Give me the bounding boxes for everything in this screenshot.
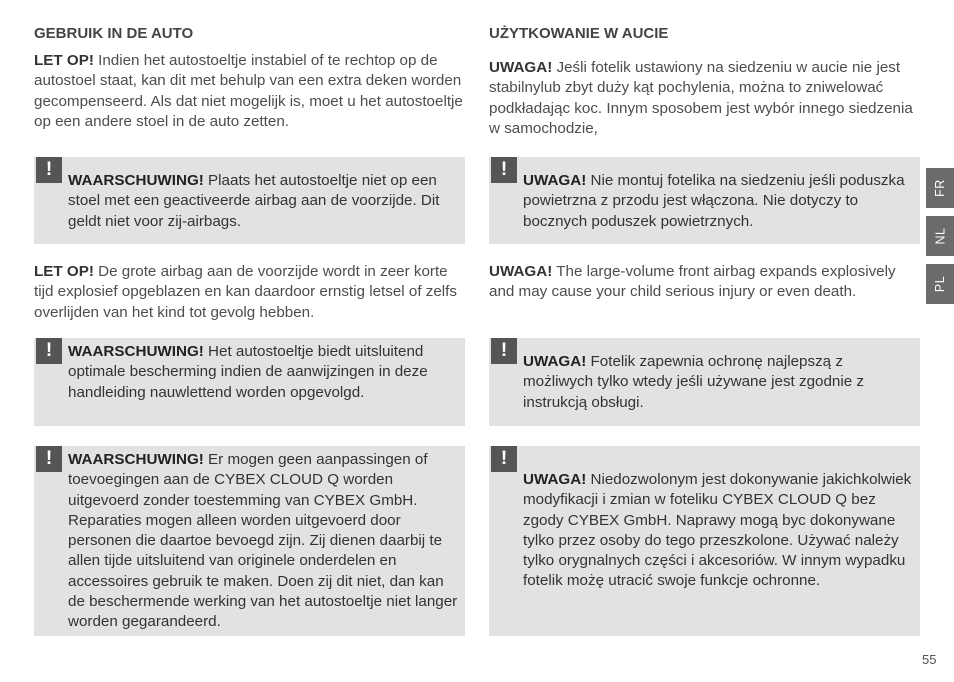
right-note (489, 262, 909, 303)
warning-icon: ! (36, 157, 62, 183)
right-warning-box-3 (489, 446, 920, 636)
left-note-label: LET OP! (34, 263, 94, 280)
language-tab-label: FR (932, 179, 947, 197)
language-tab-pl[interactable] (926, 264, 954, 304)
right-warning-1-label: UWAGA! (523, 172, 587, 189)
right-warning-1-text-block (523, 171, 914, 232)
left-warning-3-text-block (68, 450, 459, 633)
left-warning-box-1 (34, 157, 465, 244)
right-warning-1-text: Nie montuj fotelika na siedzeniu jeśli poduszka powietrzna z przodu jest włączona. Nie dotyczy to bocznych poduszek powietrznych. (523, 172, 905, 230)
right-warning-box-2 (489, 338, 920, 426)
left-intro-text: Indien het autostoeltje instabiel of te rechtop op de autostoel staat, kan dit met behulp van een extra deken worden gecompenseerd. Als dat niet mogelijk is, moet u het autostoeltje op een andere stoel in de auto zetten. (34, 52, 463, 130)
right-warning-3-label: UWAGA! (523, 471, 587, 488)
language-tab-label: PL (932, 275, 947, 293)
right-intro (489, 24, 921, 139)
left-warning-3-text: Er mogen geen aanpassingen of toevoegingen aan de CYBEX CLOUD Q worden uitgevoerd zonder toestemming van CYBEX GmbH. Reparaties mogen alleen worden uitgevoerd door personen die daartoe bevoegd zijn. Zij dienen daarbij te allen tijde uitsluitend van originele onderdelen en accessoires gebruik te maken. Doen zij dit niet, dan kan de beschermende werking van het autostoeltje niet langer worden gegarandeerd. (68, 451, 458, 631)
language-tab-label: NL (932, 227, 947, 245)
left-heading: GEBRUIK IN DE AUTO (34, 25, 194, 42)
left-note (34, 262, 466, 323)
left-warning-1-label: WAARSCHUWING! (68, 172, 204, 189)
left-warning-2-text: Het autostoeltje biedt uitsluitend optimale bescherming indien de aanwijzingen in deze handleiding nauwlettend worden opgevolgd. (68, 343, 428, 401)
left-warning-1-text: Plaats het autostoeltje niet op een stoel met een geactiveerde airbag aan de voorzijde. Dit geldt niet voor zij-airbags. (68, 172, 440, 230)
right-intro-text: Jeśli fotelik ustawiony na siedzeniu w aucie nie jest stabilnylub zbyt duży kąt pochylenia, można to zniwelować podkładając koc. Innym sposobem jest wybór innego siedzenia w samochodzie, (489, 59, 913, 137)
left-warning-1-text-block (68, 171, 459, 232)
left-intro-paragraph (34, 51, 466, 132)
left-warning-2-label: WAARSCHUWING! (68, 343, 204, 360)
right-warning-3-text: Niedozwolonym jest dokonywanie jakichkolwiek modyfikacji i zmian w foteliku CYBEX CLOUD Q bez zgody CYBEX GmbH. Naprawy mogą byc dokonywane tylko przez osoby do tego przeszkolone. Używać należy tylko orygnalnych części i akcesoriów. W innym wypadku fotelik możę utracić swoje funkcje ochronne. (523, 471, 912, 590)
right-warning-2-text-block (523, 352, 914, 413)
warning-icon: ! (491, 157, 517, 183)
right-warning-3-text-block (523, 470, 914, 592)
right-intro-paragraph (489, 58, 921, 139)
left-warning-2-text-block (68, 342, 459, 403)
page-number: 55 (922, 652, 937, 667)
right-warning-2-label: UWAGA! (523, 353, 587, 370)
left-warning-box-3 (34, 446, 465, 636)
left-note-text: De grote airbag aan de voorzijde wordt in zeer korte tijd explosief opgeblazen en kan daardoor ernstig letsel of zelfs overlijden van het kind tot gevolg hebben. (34, 263, 457, 321)
warning-icon: ! (36, 338, 62, 364)
language-tab-fr[interactable] (926, 168, 954, 208)
right-note-text: The large-volume front airbag expands explosively and may cause your child serious injury or even death. (489, 263, 896, 301)
right-intro-label: UWAGA! (489, 59, 553, 76)
right-note-label: UWAGA! (489, 263, 553, 280)
right-heading: UŻYTKOWANIE W AUCIE (489, 25, 669, 42)
warning-icon: ! (36, 446, 62, 472)
left-warning-box-2 (34, 338, 465, 426)
left-warning-3-label: WAARSCHUWING! (68, 451, 204, 468)
language-tab-nl[interactable] (926, 216, 954, 256)
right-warning-box-1 (489, 157, 920, 244)
left-intro-label: LET OP! (34, 52, 94, 69)
right-warning-2-text: Fotelik zapewnia ochronę najlepszą z możliwych tylko wtedy jeśli używane jest zgodnie z instrukcją obsługi. (523, 353, 865, 411)
warning-icon: ! (491, 446, 517, 472)
warning-icon: ! (491, 338, 517, 364)
left-intro (34, 24, 466, 132)
